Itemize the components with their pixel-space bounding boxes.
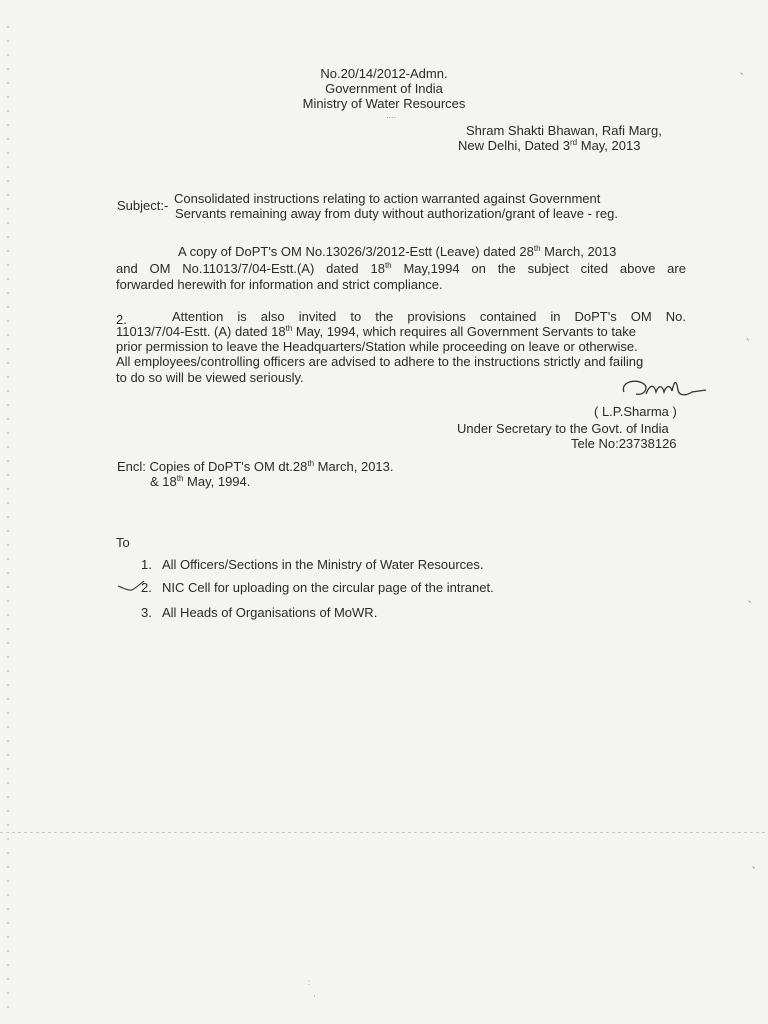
recipient-item: All Officers/Sections in the Ministry of Water Resources. (162, 557, 484, 572)
subject-line-2: Servants remaining away from duty without authorization/grant of leave - reg. (175, 206, 618, 221)
recipient-item: NIC Cell for uploading on the circular page of the intranet. (162, 580, 494, 595)
para2-line-1: Attention is also invited to the provisions contained in DoPT's OM No. (172, 309, 686, 324)
recipient-item: All Heads of Organisations of MoWR. (162, 605, 378, 620)
scan-mark: ` (748, 600, 752, 612)
subject-line-1: Consolidated instructions relating to action warranted against Government (174, 191, 601, 206)
punch-hole-margin (6, 20, 10, 1010)
para1-line-3: forwarded herewith for information and strict compliance. (116, 277, 443, 292)
date-line: New Delhi, Dated 3rd May, 2013 (458, 138, 641, 153)
signatory-name: ( L.P.Sharma ) (594, 404, 677, 419)
para2-line-3: prior permission to leave the Headquarters/Station while proceeding on leave or otherwise. (116, 339, 638, 354)
recipient-number: 3. (141, 605, 152, 620)
para2-line-5: to do so will be viewed seriously. (116, 370, 304, 385)
signatory-phone: Tele No:23738126 (571, 436, 677, 451)
scan-mark: ` (746, 338, 750, 350)
address-line: Shram Shakti Bhawan, Rafi Marg, (466, 123, 662, 138)
para2-line-4: All employees/controlling officers are advised to adhere to the instructions strictly and failing (116, 354, 644, 369)
handwritten-signature (616, 376, 708, 404)
scan-fold-line (0, 832, 768, 833)
file-number: No.20/14/2012-Admn. (320, 66, 448, 81)
scan-mark: ' (314, 994, 316, 1003)
para2-line-2: 11013/7/04-Estt. (A) dated 18th May, 1994, which requires all Government Servants to take (116, 324, 636, 339)
recipient-number: 1. (141, 557, 152, 572)
recipient-number: 2. (141, 580, 152, 595)
para1-line-1: A copy of DoPT's OM No.13026/3/2012-Estt (Leave) dated 28th March, 2013 (178, 244, 617, 259)
government-name: Government of India (325, 81, 443, 96)
subject-label: Subject:- (117, 198, 169, 213)
scan-mark: : (308, 978, 311, 987)
para1-line-2: and OM No.11013/7/04-Estt.(A) dated 18th May,1994 on the subject cited above are (116, 261, 686, 276)
header-separator: .... (386, 110, 397, 120)
para2-number: 2. (116, 312, 127, 327)
signatory-designation: Under Secretary to the Govt. of India (457, 421, 669, 436)
enclosure-line-1: Encl: Copies of DoPT's OM dt.28th March, 2013. (117, 459, 394, 474)
to-label: To (116, 535, 130, 550)
scan-mark: ` (752, 866, 756, 878)
ministry-name: Ministry of Water Resources (302, 96, 466, 111)
scan-mark: ` (740, 72, 744, 84)
enclosure-line-2: & 18th May, 1994. (150, 474, 251, 489)
